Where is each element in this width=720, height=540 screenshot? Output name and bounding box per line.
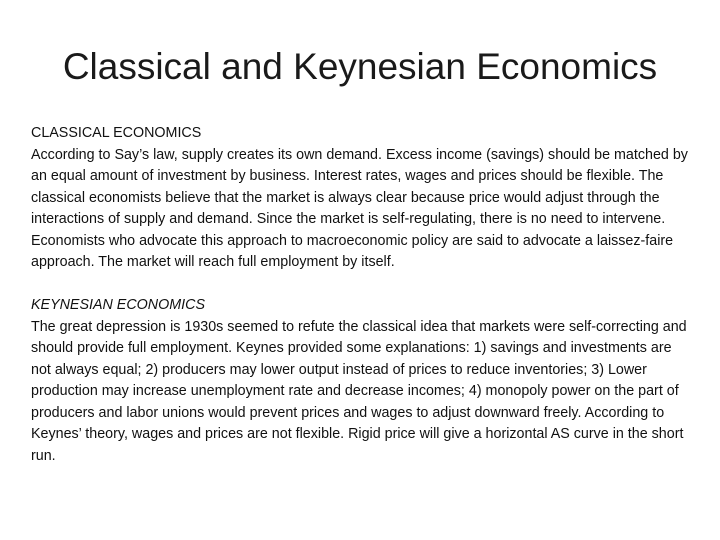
classical-economics-heading: CLASSICAL ECONOMICS bbox=[31, 125, 202, 141]
classical-economics-body: According to Say’s law, supply creates its own demand. Excess income (savings) should be matched by an equal amount of investment by business. Interest rates, wages and prices should be flexible. The classical economists believe that the market is always clear because price would adjust through the interactions of supply and demand. Since the market is self-regulating, there is no need to intervene. Economists who advocate this approach to macroeconomic policy are said to advocate a laissez-faire approach. The market will reach full employment by itself. bbox=[31, 146, 688, 270]
slide-content bbox=[31, 123, 693, 467]
classical-economics-section bbox=[31, 123, 693, 274]
keynesian-economics-body: The great depression is 1930s seemed to refute the classical idea that markets were self-correcting and should provide full employment. Keynes provided some explanations: 1) savings and investments are not always equal; 2) producers may lower output instead of prices to reduce inventories; 3) Lower production may increase unemployment rate and decrease incomes; 4) monopoly power on the part of producers and labor unions would prevent prices and wages to adjust downward freely. According to Keynes’ theory, wages and prices are not flexible. Rigid price will give a horizontal AS curve in the short run. bbox=[31, 318, 687, 464]
slide-title: Classical and Keynesian Economics bbox=[62, 46, 658, 87]
keynesian-economics-section bbox=[31, 295, 693, 467]
keynesian-economics-heading: KEYNESIAN ECONOMICS bbox=[31, 297, 205, 313]
